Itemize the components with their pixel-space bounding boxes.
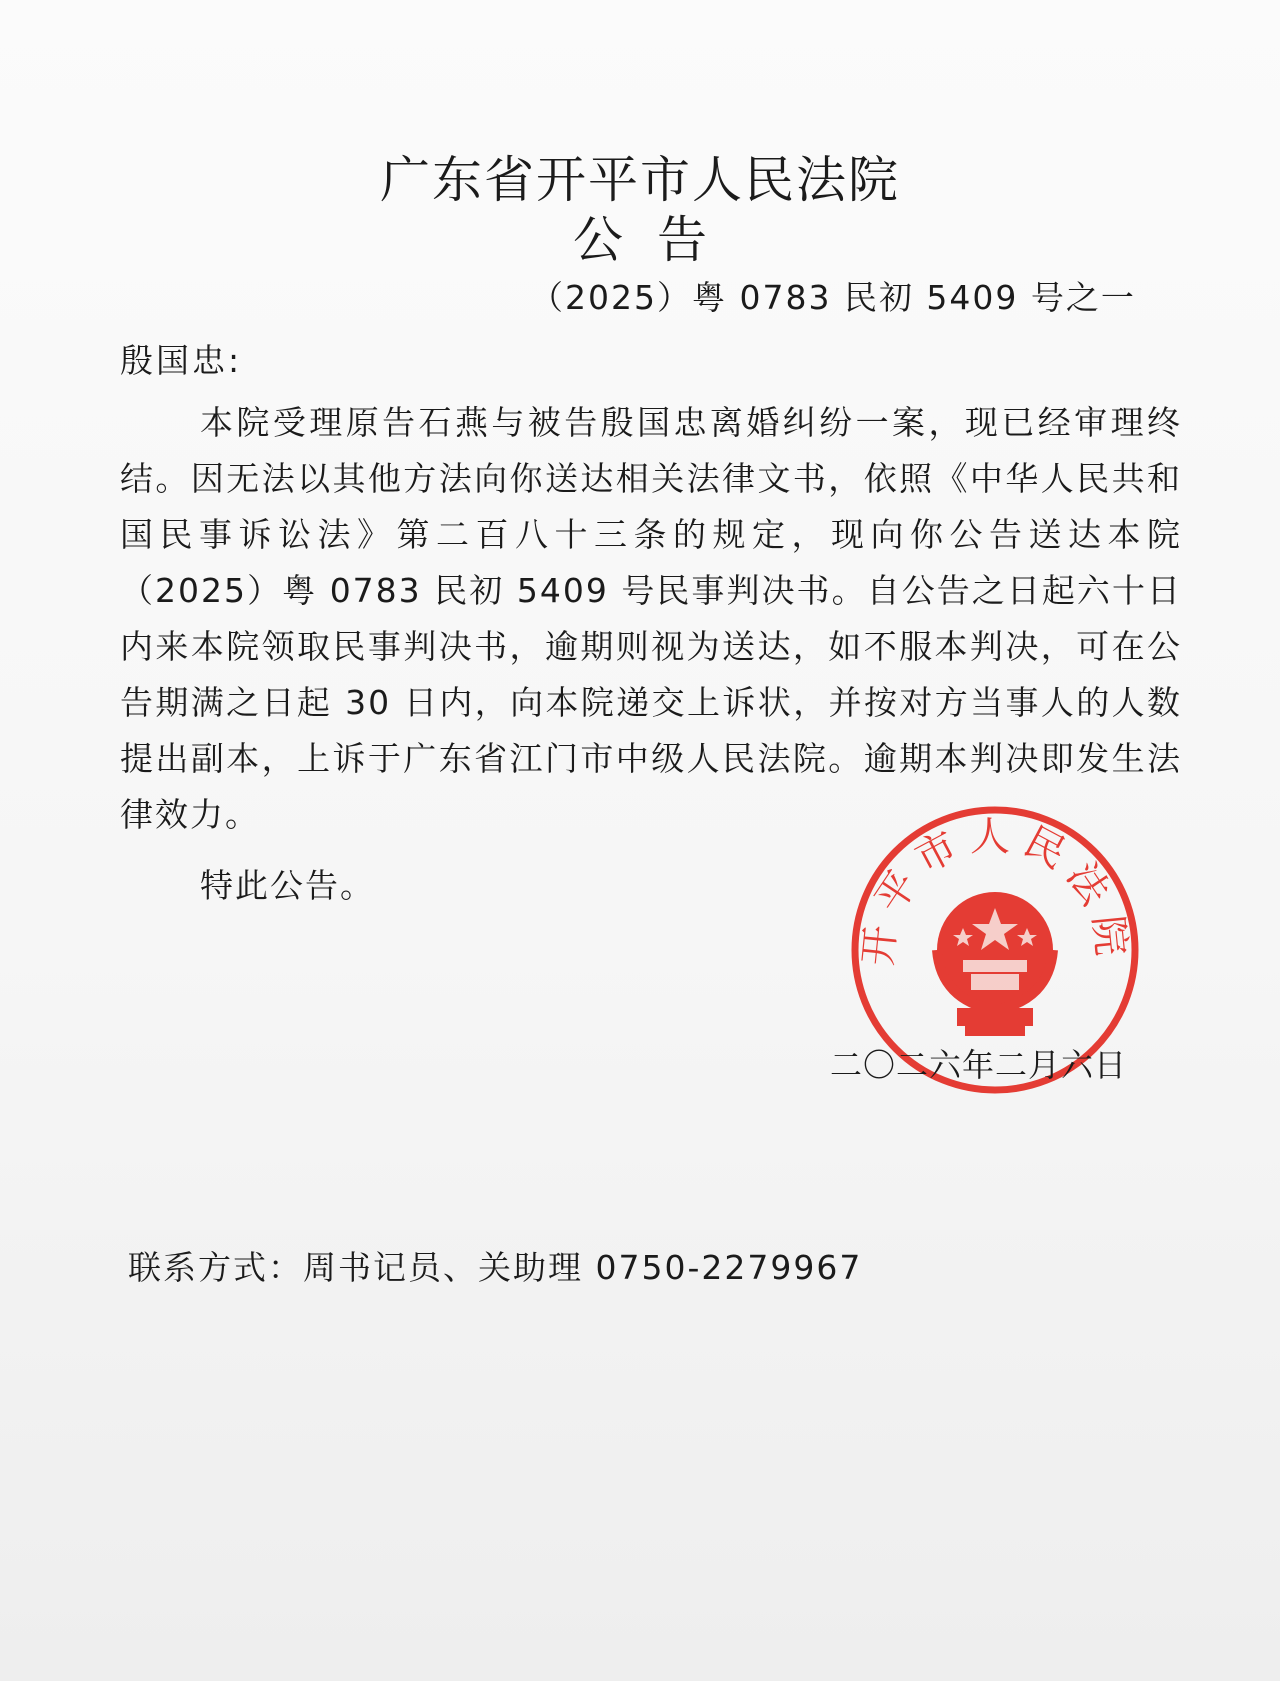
contact-info: 联系方式：周书记员、关助理 0750-2279967: [128, 1248, 863, 1287]
notice-body: 本院受理原告石燕与被告殷国忠离婚纠纷一案，现已经审理终结。因无法以其他方法向你送达相关法律文书，依照《中华人民共和国民事诉讼法》第二百八十三条的规定，现向你公告送达本院（2025）粤 0783 民初 5409 号民事判决书。自公告之日起六十日内来本院领取民事判决书，逾期则视为送达，如不服本判决，可在公告期满之日起 30 日内，向本院递交上诉状，并按对方当事人的人数提出副本，上诉于广东省江门市中级人民法院。逾期本判决即发生法律效力。: [120, 403, 1182, 834]
closing-line: 特此公告。: [200, 866, 375, 905]
national-emblem-icon: [937, 892, 1053, 1036]
case-number: （2025）粤 0783 民初 5409 号之一: [530, 278, 1136, 317]
issue-date: 二〇二六年二月六日: [830, 1046, 1128, 1084]
notice-title: 公告: [573, 211, 741, 269]
court-name: 广东省开平市人民法院: [380, 151, 900, 209]
recipient: 殷国忠:: [120, 341, 243, 380]
seal-text: 开平市人民法院: [855, 813, 1135, 968]
